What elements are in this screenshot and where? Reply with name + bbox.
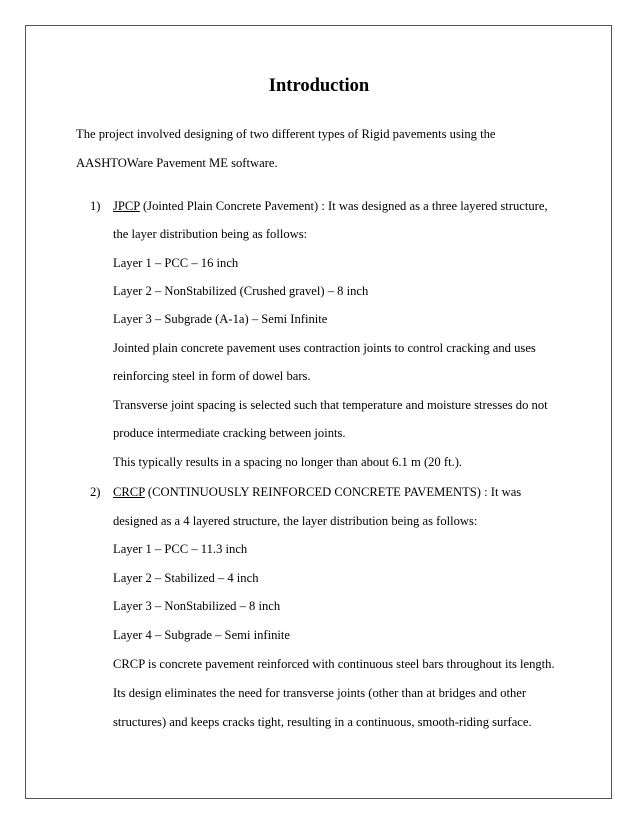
item-1-line: the layer distribution being as follows:	[113, 227, 308, 241]
item-1-line: Transverse joint spacing is selected such that temperature and moisture stresses do not	[113, 398, 548, 412]
item-1-line: Layer 3 – Subgrade (A-1a) – Semi Infinite	[113, 312, 328, 326]
item-2-heading-text: (CONTINUOUSLY REINFORCED CONCRETE PAVEMENTS) : It was	[144, 485, 522, 499]
item-2-line: Its design eliminates the need for transverse joints (other than at bridges and other	[113, 686, 527, 700]
item-2-line: CRCP is concrete pavement reinforced with continuous steel bars throughout its length.	[113, 657, 555, 671]
jpcp-abbreviation: JPCP	[113, 199, 140, 213]
item-1-line: Jointed plain concrete pavement uses contraction joints to control cracking and uses	[113, 341, 536, 355]
item-2-number: 2)	[90, 485, 101, 499]
page-title: Introduction	[268, 76, 370, 96]
item-2-line: designed as a 4 layered structure, the layer distribution being as follows:	[113, 514, 478, 528]
item-2-line: Layer 4 – Subgrade – Semi infinite	[113, 628, 290, 642]
item-1-line: reinforcing steel in form of dowel bars.	[113, 369, 311, 383]
intro-line-2: AASHTOWare Pavement ME software.	[76, 156, 278, 170]
item-2-line: Layer 1 – PCC – 11.3 inch	[113, 542, 248, 556]
crcp-abbreviation: CRCP	[113, 485, 145, 499]
item-1-line: Layer 2 – NonStabilized (Crushed gravel) – 8 inch	[113, 284, 369, 298]
item-1-line: This typically results in a spacing no longer than about 6.1 m (20 ft.).	[113, 455, 463, 469]
item-2-heading	[113, 484, 521, 500]
item-2-line: structures) and keeps cracks tight, resulting in a continuous, smooth-riding surface.	[113, 715, 532, 729]
item-2-line: Layer 2 – Stabilized – 4 inch	[113, 571, 259, 585]
intro-line-1: The project involved designing of two different types of Rigid pavements using the	[76, 127, 496, 141]
item-2-line: Layer 3 – NonStabilized – 8 inch	[113, 599, 281, 613]
item-1-heading	[113, 198, 548, 214]
item-1-line: produce intermediate cracking between joints.	[113, 426, 346, 440]
item-1-heading-text: (Jointed Plain Concrete Pavement) : It was designed as a three layered structure,	[139, 199, 548, 213]
item-1-number: 1)	[90, 199, 101, 213]
item-1-line: Layer 1 – PCC – 16 inch	[113, 256, 239, 270]
